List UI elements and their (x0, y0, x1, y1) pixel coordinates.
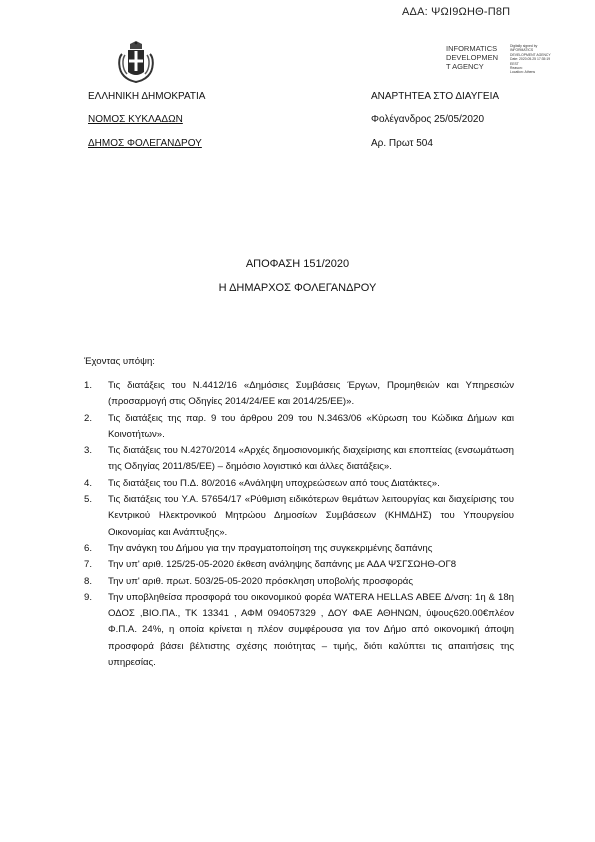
list-item: 3. Τις διατάξεις του Ν.4270/2014 «Αρχές δημοσιονομικής διαχείρισης και εποπτείας (ενσωμάτωση της Οδηγίας 2011/85/ΕΕ) – δημόσιο λογιστικό και άλλες διατάξεις». (84, 445, 514, 473)
greek-emblem-icon (116, 40, 156, 84)
list-item: 7. Την υπ' αριθ. 125/25-05-2020 έκθεση ανάληψης δαπάνης με ΑΔΑ ΨΣΓΣΩΗΘ-ΟΓ8 (84, 559, 457, 571)
list-item: 8. Την υπ' αριθ. πρωτ. 503/25-05-2020 πρόσκληση υποβολής προσφοράς (84, 575, 413, 587)
considerations-list (84, 378, 514, 671)
digital-signature (446, 44, 566, 76)
list-item: 9. Την υποβληθείσα προσφορά του οικονομικού φορέα WATERA HELLAS ABEE Δ/νση: 1η & 18η ΟΔΟΣ ,ΒΙΟ.ΠΑ., ΤΚ 13341 , ΑΦΜ 094057329 , ΔΟΥ ΦΑΕ ΑΘΗΝΩΝ, ύψους620.00€πλέον Φ.Π.Α. 24%, η οποία κρίνεται η πλέον συμφέρουσα για τον Δήμο από οικονομική άποψη προσφορά βάσει βέλτιστης σχέσης ποιότητας – τιμής, διότι καλύπτει τις απαιτήσεις της υπηρεσίας. (84, 591, 514, 669)
list-item: 4. Τις διατάξεις του Π.Δ. 80/2016 «Ανάληψη υποχρεώσεων από τους Διατάκτες». (84, 477, 440, 489)
header-publish-note: ΑΝΑΡΤΗΤΕΑ ΣΤΟ ΔΙΑΥΓΕΙΑ (371, 91, 500, 102)
list-item: 2. Τις διατάξεις της παρ. 9 του άρθρου 209 του Ν.3463/06 «Κύρωση του Κώδικα Δήμων και Κοινοτήτων». (84, 412, 514, 440)
header-country: ΕΛΛΗΝΙΚΗ ΔΗΜΟΚΡΑΤΙΑ (88, 91, 206, 102)
signature-organization: INFORMATICS DEVELOPMEN T AGENCY (446, 44, 499, 71)
ada-code: ΑΔΑ: ΨΩΙ9ΩΗΘ-Π8Π (402, 6, 511, 18)
header-place-date: Φολέγανδρος 25/05/2020 (371, 114, 485, 125)
header-municipality: ΔΗΜΟΣ ΦΟΛΕΓΑΝΔΡΟΥ (88, 138, 202, 149)
header-prefecture: ΝΟΜΟΣ ΚΥΚΛΑΔΩΝ (88, 114, 183, 125)
intro-text: Έχοντας υπόψη: (84, 356, 155, 367)
decision-subtitle: Η ΔΗΜΑΡΧΟΣ ΦΟΛΕΓΑΝΔΡΟΥ (218, 282, 377, 294)
signature-details: Digitally signed by INFORMATICS DEVELOPMENT AGENCY Date: 2020.05.25 17:35:19 EEST Reason: Location: Athens (510, 44, 551, 75)
header-protocol-number: Αρ. Πρωτ 504 (371, 138, 433, 149)
list-item: 6. Την ανάγκη του Δήμου για την πραγματοποίηση της συγκεκριμένης δαπάνης (84, 542, 433, 554)
decision-title: ΑΠΟΦΑΣΗ 151/2020 (245, 258, 350, 270)
list-item: 1. Τις διατάξεις του Ν.4412/16 «Δημόσιες Συμβάσεις Έργων, Προμηθειών και Υπηρεσιών (προσαρμογή στις Οδηγίες 2014/24/ΕΕ και 2014/25/ΕΕ)». (84, 380, 514, 408)
list-item: 5. Τις διατάξεις του Υ.Α. 57654/17 «Ρύθμιση ειδικότερων θεμάτων λειτουργίας και διαχείρισης του Κεντρικού Ηλεκτρονικού Μητρώου Δημοσίων Συμβάσεων (ΚΗΜΔΗΣ) του Υπουργείου Οικονομίας και Ανάπτυξης». (84, 494, 514, 538)
